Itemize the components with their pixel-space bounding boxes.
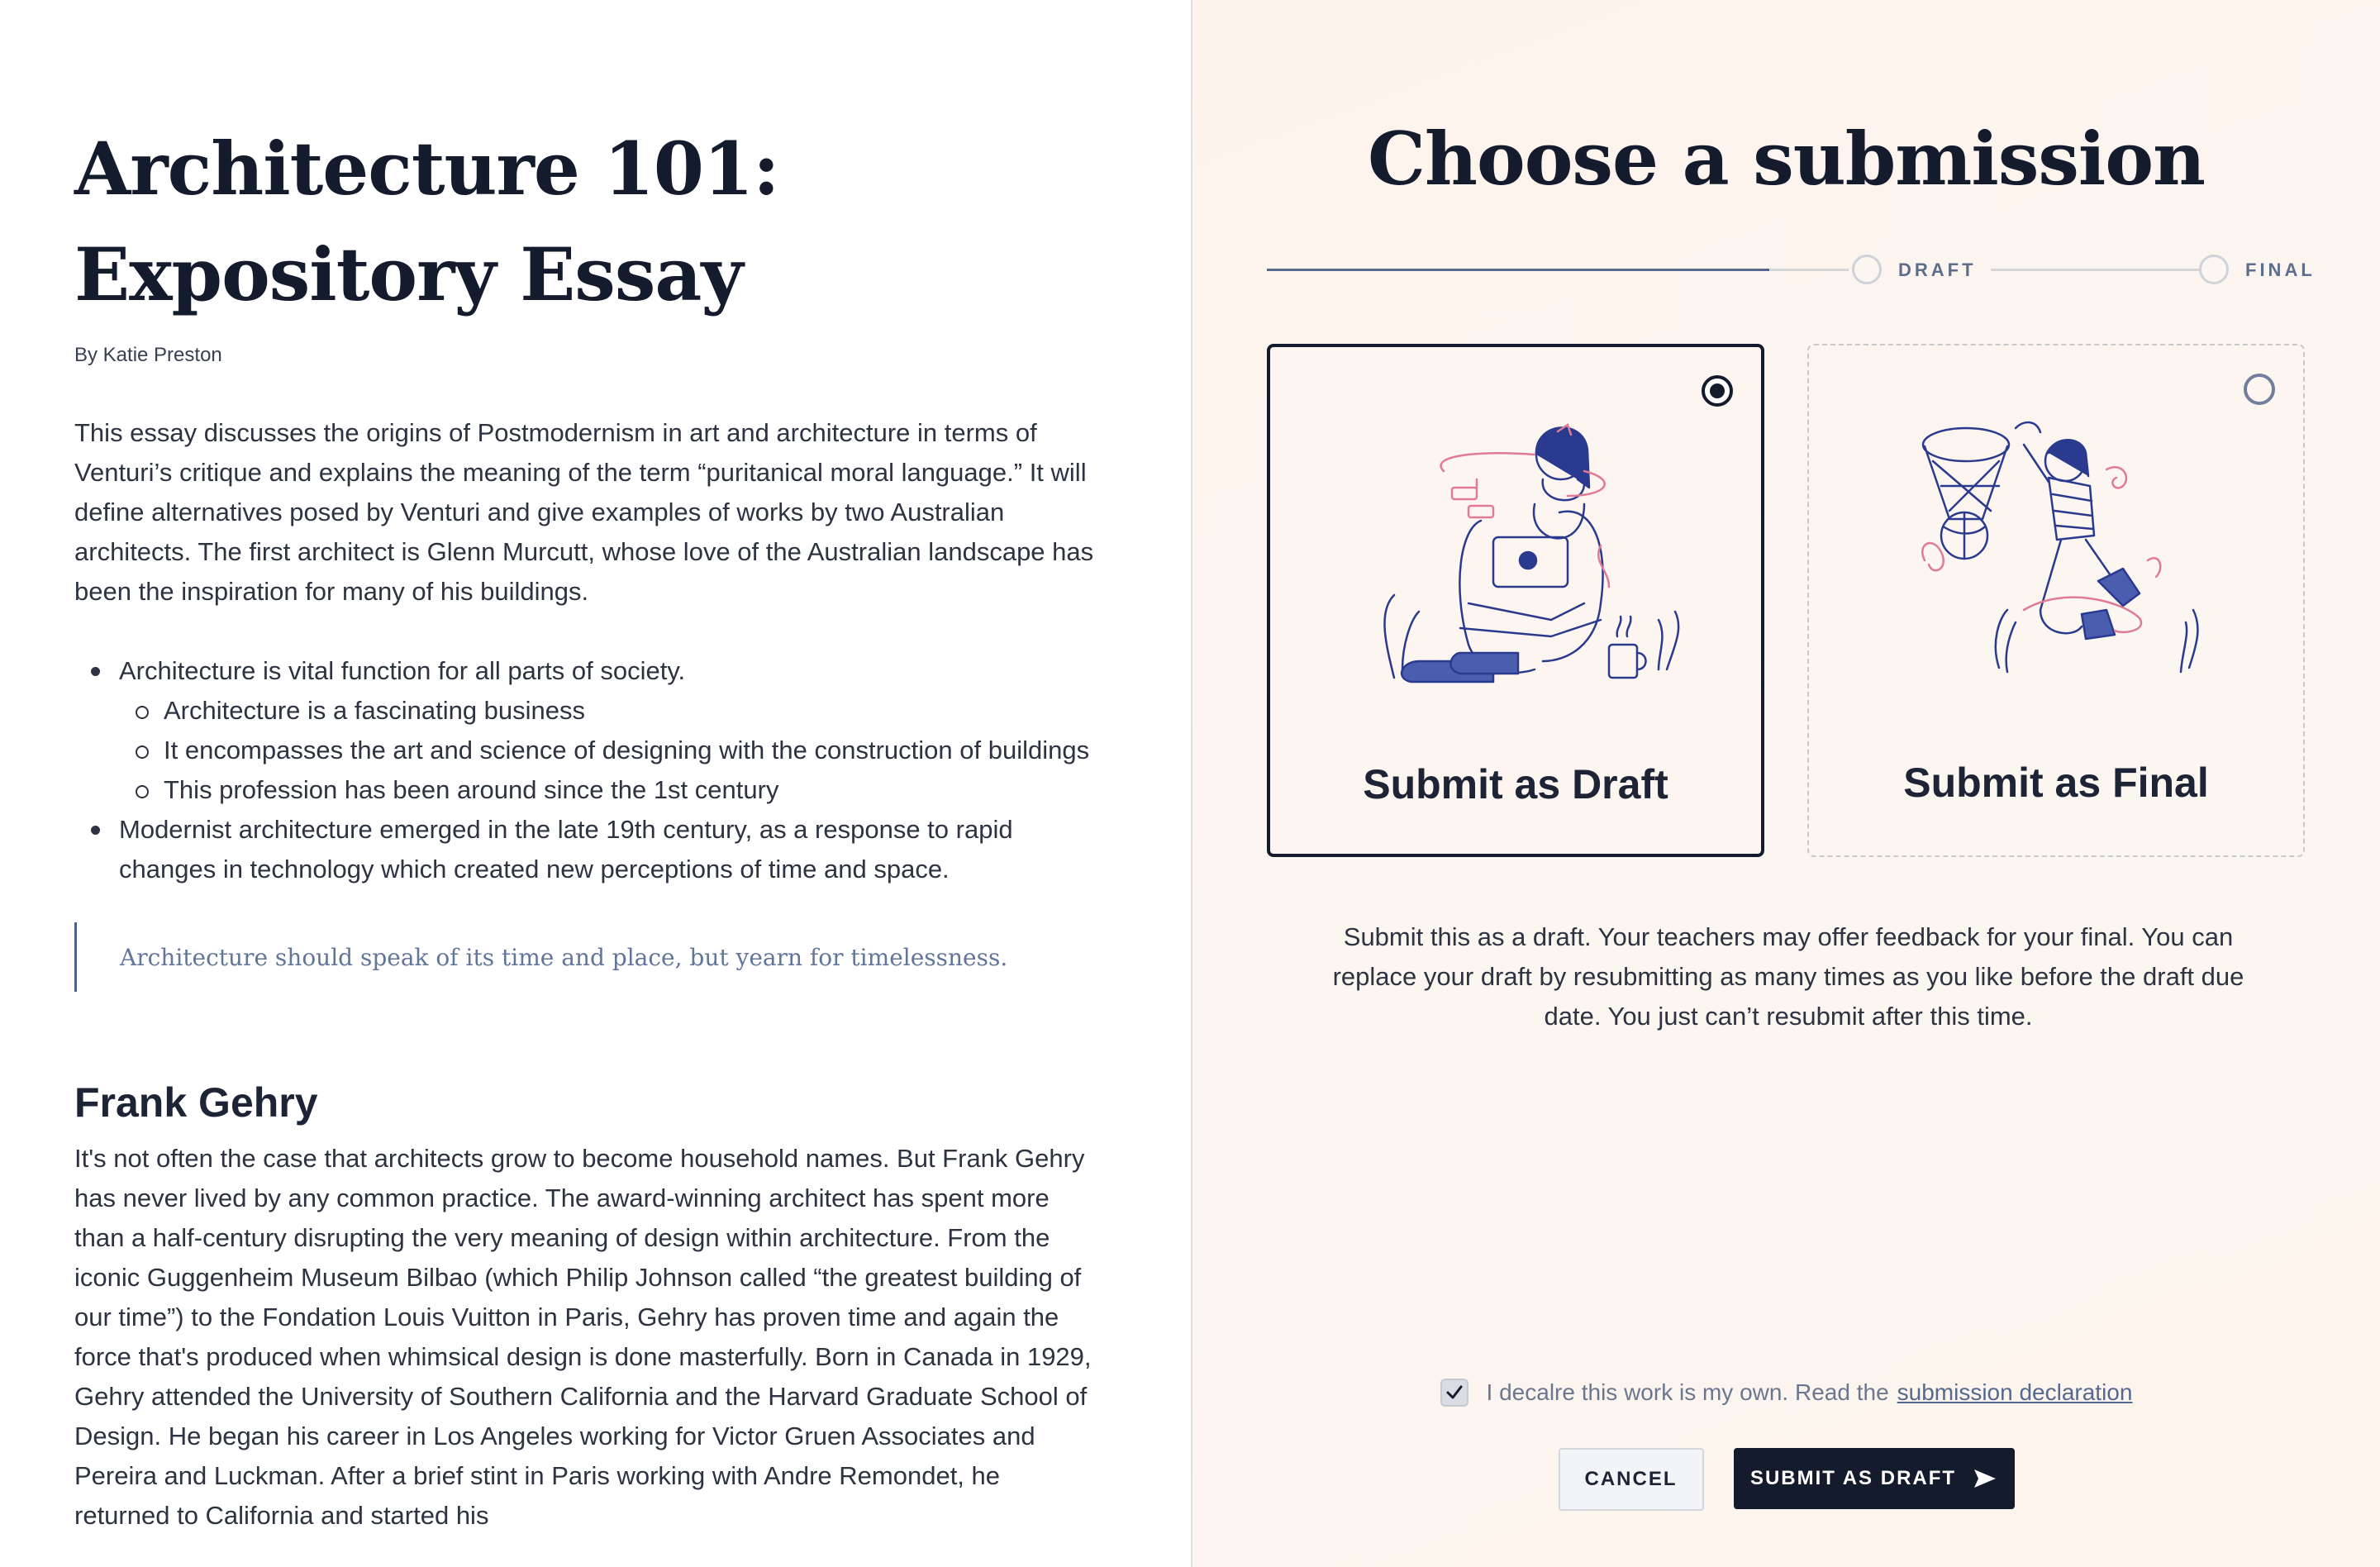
submission-declaration-link[interactable]: submission declaration — [1897, 1379, 2133, 1405]
submission-stepper — [1267, 253, 2316, 286]
radio-draft-selected[interactable] — [1702, 375, 1733, 407]
stepper-progress-line — [1267, 269, 1769, 271]
submit-as-draft-button[interactable] — [1734, 1448, 2015, 1509]
list-item — [74, 651, 1099, 810]
step-draft-label: DRAFT — [1898, 260, 1977, 280]
essay-author: By Katie Preston — [74, 344, 222, 366]
list-item-text: Modernist architecture emerged in the late 19th century, as a response to rapid changes in technology which created new perceptions of time and space. — [119, 815, 1013, 884]
person-basketball-dunk-illustration — [1875, 395, 2239, 693]
sub-list-item: Architecture is a fascinating business — [119, 691, 1099, 731]
declaration-text: I decalre this work is my own. Read the — [1486, 1379, 1889, 1405]
person-with-laptop-illustration — [1336, 397, 1700, 694]
submit-button-label: SUBMIT AS DRAFT — [1749, 1467, 1957, 1489]
option-label-draft: Submit as Draft — [1363, 761, 1668, 807]
option-card-draft[interactable] — [1267, 344, 1764, 857]
essay-intro: This essay discusses the origins of Postmodernism in art and architecture in terms of Venturi’s critique and explains the meaning of the term “puritanical moral language.” It will define alternatives posed by Venturi and give examples of works by two Australian architects. The first architect is Glenn Murcutt, whose love of the Australian landscape has been the inspiration for many of his buildings. — [74, 418, 1094, 606]
option-card-final[interactable] — [1807, 344, 2305, 857]
submission-panel — [1192, 0, 2380, 1567]
sub-list-item: This profession has been around since the 1st century — [119, 770, 1099, 810]
list-item-text: Architecture is vital function for all parts of society. — [119, 656, 686, 685]
bullet-list — [74, 651, 1099, 889]
submission-description: Submit this as a draft. Your teachers may offer feedback for your final. You can replace your draft by resubmitting as many times as you like before the draft due date. You just can’t resubmit after this time. — [1332, 922, 2244, 1031]
checkmark-icon — [1445, 1384, 1464, 1402]
radio-final-unselected[interactable] — [2244, 374, 2275, 405]
stepper-track-line — [1991, 269, 2202, 271]
list-item — [74, 810, 1099, 889]
stepper-track-line — [1769, 269, 1849, 271]
step-draft-dot — [1852, 255, 1882, 284]
panel-title: Choose a submission — [1367, 116, 2206, 202]
article-content — [74, 116, 1099, 1536]
declaration-row — [1192, 1379, 2380, 1407]
step-final-label: FINAL — [2245, 260, 2316, 280]
cancel-button[interactable]: CANCEL — [1559, 1448, 1704, 1511]
sub-list-item: It encompasses the art and science of designing with the construction of buildings — [119, 731, 1099, 770]
option-label-final: Submit as Final — [1903, 760, 2209, 806]
pull-quote: Architecture should speak of its time and place, but yearn for timelessness. — [74, 922, 1099, 992]
action-buttons — [1192, 1448, 2380, 1511]
declaration-checkbox[interactable] — [1440, 1379, 1468, 1407]
step-final-dot — [2199, 255, 2229, 284]
essay-title: Architecture 101: Expository Essay — [74, 126, 779, 317]
send-arrow-icon — [1973, 1468, 1997, 1489]
section-heading: Frank Gehry — [74, 1079, 318, 1126]
sub-list — [119, 691, 1099, 810]
section-body: It's not often the case that architects grow to become household names. But Frank Gehry has never lived by any common practice. The award-winning architect has spent more than a half-century disrupting the very meaning of design within architecture. From the iconic Guggenheim Museum Bilbao (which Philip Johnson called “the greatest building of our time”) to the Fondation Louis Vuitton in Paris, Gehry has proven time and again the force that's produced when whimsical design is done masterfully. Born in Canada in 1929, Gehry attended the University of Southern California and the Harvard Graduate School of Design. He began his career in Los Angeles working for Victor Gruen Associates and Pereira and Luckman. After a brief stint in Paris working with Andre Remondet, he returned to California and started his — [74, 1144, 1092, 1530]
